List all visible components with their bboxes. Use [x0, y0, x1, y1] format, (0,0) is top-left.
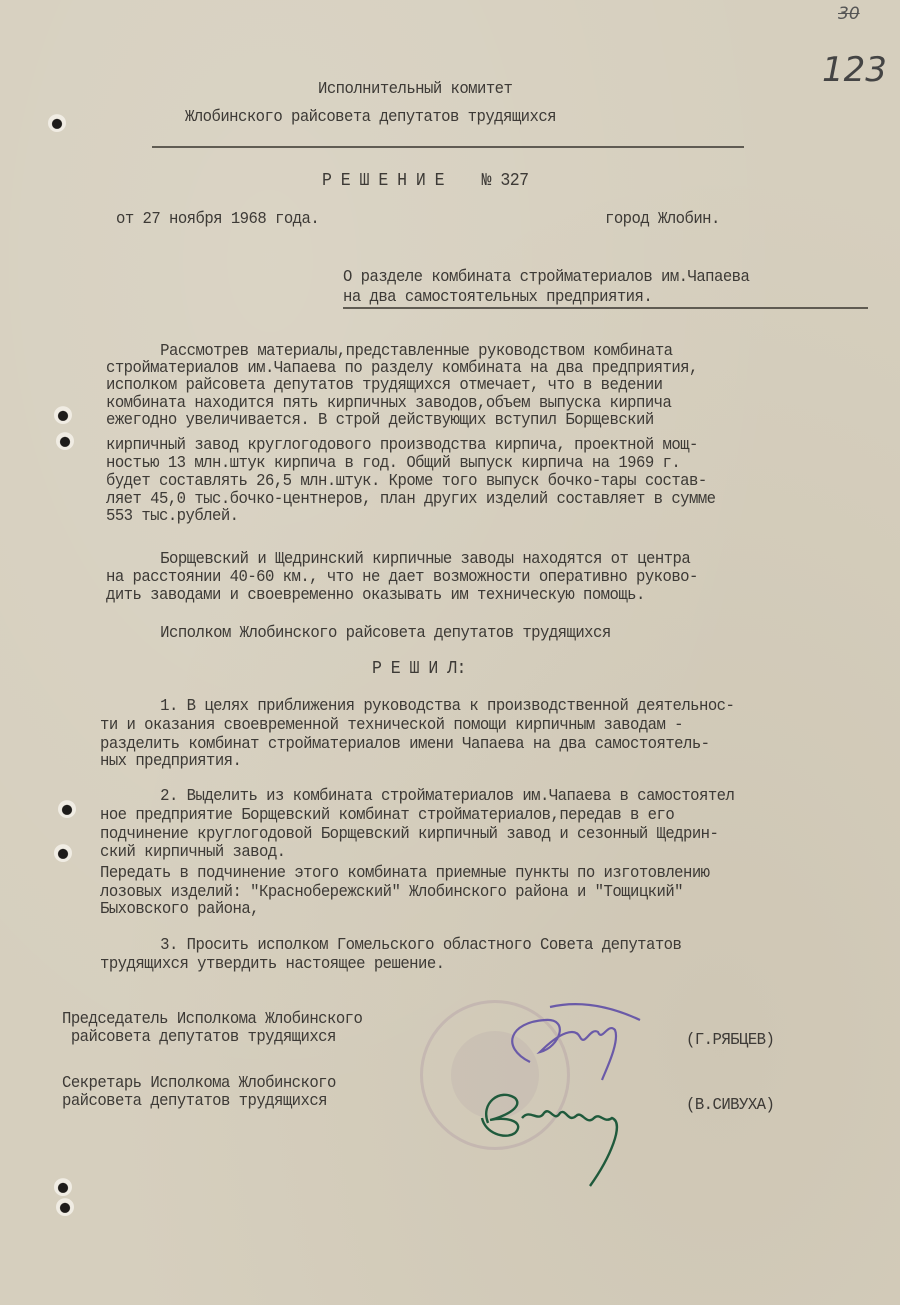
punch-hole-icon — [54, 1178, 72, 1196]
text-line: ежегодно увеличивается. В строй действующих вступил Борщевский — [106, 411, 654, 430]
punch-hole-icon — [56, 1198, 74, 1216]
header-line-1: Исполнительный комитет — [318, 80, 513, 99]
text-line: трудящихся утвердить настоящее решение. — [100, 955, 445, 974]
decision-date: от 27 ноября 1968 года. — [116, 210, 320, 229]
secretary-title-line-1: Секретарь Исполкома Жлобинского — [62, 1074, 336, 1093]
punch-hole-icon — [54, 406, 72, 424]
old-sheet-number: 30 — [838, 4, 860, 24]
text-line: стройматериалов им.Чапаева по разделу комбината на два предприятия, — [106, 359, 698, 378]
paragraph-3: Исполком Жлобинского райсовета депутатов трудящихся — [116, 624, 611, 643]
text-line: ляет 45,0 тыс.бочко-центнеров, план других изделий составляет в сумме — [106, 490, 716, 509]
text-line: дить заводами и своевременно оказывать им техническую помощь. — [106, 586, 645, 605]
punch-hole-icon — [54, 844, 72, 862]
text-line: Передать в подчинение этого комбината приемные пункты по изготовлению — [100, 864, 710, 883]
text-line: кирпичный завод круглогодового производства кирпича, проектной мощ- — [106, 436, 698, 455]
text-line: 3. Просить исполком Гомельского областного Совета депутатов — [116, 936, 682, 955]
subject-line-2: на два самостоятельных предприятия. — [343, 288, 653, 307]
text-line: комбината находится пять кирпичных заводов,объем выпуска кирпича — [106, 394, 672, 413]
text-line: ное предприятие Борщевский комбинат стройматериалов,передав в его — [100, 806, 675, 825]
resolved-heading: Р Е Ш И Л: — [372, 659, 466, 679]
punch-hole-icon — [48, 114, 66, 132]
subject-line-1: О разделе комбината стройматериалов им.Чапаева — [343, 268, 750, 287]
chairman-signature — [490, 992, 650, 1082]
header-line-2: Жлобинского райсовета депутатов трудящихся — [185, 108, 557, 127]
secretary-name: (В.СИВУХА) — [686, 1096, 775, 1115]
text-line: лозовых изделий: "Краснобережский" Жлобинского района и "Тощицкий" — [100, 883, 684, 902]
subject-underline — [343, 307, 868, 309]
punch-hole-icon — [56, 432, 74, 450]
text-line: Быховского района, — [100, 900, 260, 919]
chairman-name: (Г.РЯБЦЕВ) — [686, 1031, 775, 1050]
text-line: подчинение круглогодовой Борщевский кирпичный завод и сезонный Щедрин- — [100, 825, 719, 844]
text-line: Борщевский и Щедринский кирпичные заводы находятся от центра — [116, 550, 691, 569]
sheet-number: 123 — [822, 50, 887, 90]
text-line: ных предприятия. — [100, 752, 242, 771]
text-line: 553 тыс.рублей. — [106, 507, 239, 526]
text-line: ностью 13 млн.штук кирпича в год. Общий выпуск кирпича на 1969 г. — [106, 454, 681, 473]
secretary-signature — [460, 1078, 680, 1188]
text-line: разделить комбинат стройматериалов имени Чапаева на два самостоятель- — [100, 735, 710, 754]
text-line: ский кирпичный завод. — [100, 843, 286, 862]
chairman-title-line-2: райсовета депутатов трудящихся — [62, 1028, 336, 1047]
punch-hole-icon — [58, 800, 76, 818]
secretary-title-line-2: райсовета депутатов трудящихся — [62, 1092, 328, 1111]
decision-place: город Жлобин. — [605, 210, 720, 229]
header-divider — [152, 146, 744, 148]
text-line: на расстоянии 40-60 км., что не дает возможности оперативно руково- — [106, 568, 698, 587]
text-line: 2. Выделить из комбината стройматериалов им.Чапаева в самостоятел — [116, 787, 735, 806]
text-line: исполком райсовета депутатов трудящихся отмечает, что в ведении — [106, 376, 663, 395]
text-line: Рассмотрев материалы,представленные руководством комбината — [116, 342, 673, 361]
text-line: 1. В целях приближения руководства к производственной деятельнос- — [116, 697, 735, 716]
decision-title: Р Е Ш Е Н И Е № 327 — [322, 171, 529, 191]
chairman-title-line-1: Председатель Исполкома Жлобинского — [62, 1010, 363, 1029]
text-line: будет составлять 26,5 млн.штук. Кроме того выпуск бочко-тары состав- — [106, 472, 707, 491]
text-line: ти и оказания своевременной технической помощи кирпичным заводам - — [100, 716, 684, 735]
